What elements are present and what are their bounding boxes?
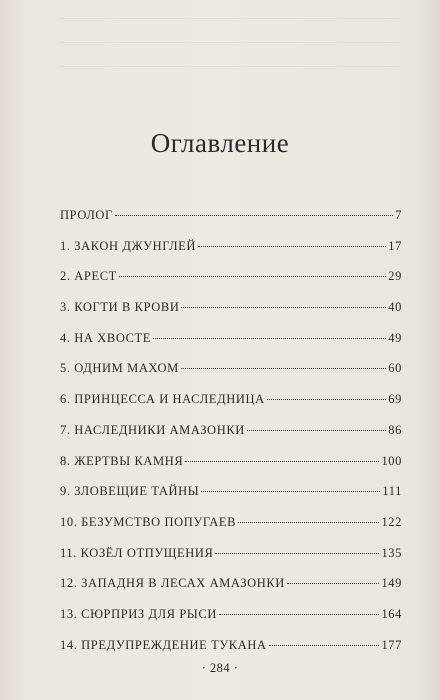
- dot-leader: [247, 429, 386, 431]
- toc-entry-page: 17: [388, 238, 402, 253]
- toc-entry-title: 12. ЗАПАДНЯ В ЛЕСАХ АМАЗОНКИ: [60, 576, 285, 591]
- toc-entry-page: 149: [381, 576, 402, 591]
- toc-entry-page: 122: [381, 514, 402, 529]
- toc-entry: [60, 454, 402, 485]
- dot-leader: [115, 214, 393, 216]
- dot-leader: [181, 367, 386, 369]
- toc-entry: [60, 607, 402, 638]
- toc-entry: [60, 208, 402, 239]
- table-of-contents: [60, 208, 402, 668]
- dot-leader: [181, 306, 386, 308]
- toc-entry: [60, 546, 402, 577]
- toc-entry-title: 3. КОГТИ В КРОВИ: [60, 300, 180, 315]
- dot-leader: [269, 644, 380, 646]
- toc-entry: [60, 239, 402, 270]
- toc-entry: [60, 423, 402, 454]
- dot-leader: [153, 337, 386, 339]
- toc-entry-page: 177: [381, 637, 402, 652]
- toc-entry-page: 60: [388, 361, 402, 376]
- toc-entry-page: 86: [388, 422, 402, 437]
- toc-entry-page: 40: [388, 300, 402, 315]
- toc-entry-title: 8. ЖЕРТВЫ КАМНЯ: [60, 453, 184, 468]
- toc-entry: [60, 576, 402, 607]
- toc-entry-title: 6. ПРИНЦЕССА И НАСЛЕДНИЦА: [60, 392, 265, 407]
- page-title: Оглавление: [150, 128, 290, 158]
- toc-entry-page: 29: [388, 269, 402, 284]
- dot-leader: [267, 398, 387, 400]
- toc-entry-page: 135: [381, 545, 402, 560]
- toc-entry-page: 69: [388, 392, 402, 407]
- dot-leader: [219, 613, 379, 615]
- toc-entry-title: 5. ОДНИМ МАХОМ: [60, 361, 179, 376]
- dot-leader: [238, 521, 379, 523]
- dot-leader: [119, 275, 386, 277]
- toc-entry: [60, 269, 402, 300]
- show-through-text: [60, 18, 400, 19]
- toc-entry-page: 7: [395, 208, 402, 222]
- toc-entry: [60, 331, 402, 362]
- page-number: · 284 ·: [201, 661, 239, 675]
- toc-entry-title: 2. АРЕСТ: [60, 269, 117, 284]
- toc-entry-page: 100: [381, 453, 402, 468]
- toc-entry: [60, 484, 402, 515]
- toc-entry-title: ПРОЛОГ: [60, 208, 113, 222]
- toc-entry-page: 111: [382, 484, 402, 499]
- toc-entry-page: 49: [388, 330, 402, 345]
- dot-leader: [215, 552, 379, 554]
- dot-leader: [287, 582, 380, 584]
- toc-entry-title: 4. НА ХВОСТЕ: [60, 330, 152, 345]
- toc-entry-title: 13. СЮРПРИЗ ДЛЯ РЫСИ: [60, 606, 217, 621]
- toc-entry: [60, 392, 402, 423]
- toc-entry-page: 164: [381, 606, 402, 621]
- toc-entry-title: 9. ЗЛОВЕЩИЕ ТАЙНЫ: [60, 484, 200, 499]
- show-through-text: [60, 42, 400, 43]
- toc-entry: [60, 300, 402, 331]
- show-through-text: [60, 66, 400, 67]
- toc-entry-title: 11. КОЗЁЛ ОТПУЩЕНИЯ: [60, 545, 214, 560]
- toc-entry: [60, 515, 402, 546]
- dot-leader: [185, 460, 379, 462]
- dot-leader: [198, 245, 386, 247]
- dot-leader: [201, 490, 380, 492]
- toc-entry-title: 10. БЕЗУМСТВО ПОПУГАЕВ: [60, 514, 237, 529]
- toc-entry: [60, 361, 402, 392]
- toc-entry-title: 7. НАСЛЕДНИКИ АМАЗОНКИ: [60, 422, 245, 437]
- toc-entry-title: 14. ПРЕДУПРЕЖДЕНИЕ ТУКАНА: [60, 637, 267, 652]
- toc-entry-title: 1. ЗАКОН ДЖУНГЛЕЙ: [60, 238, 197, 253]
